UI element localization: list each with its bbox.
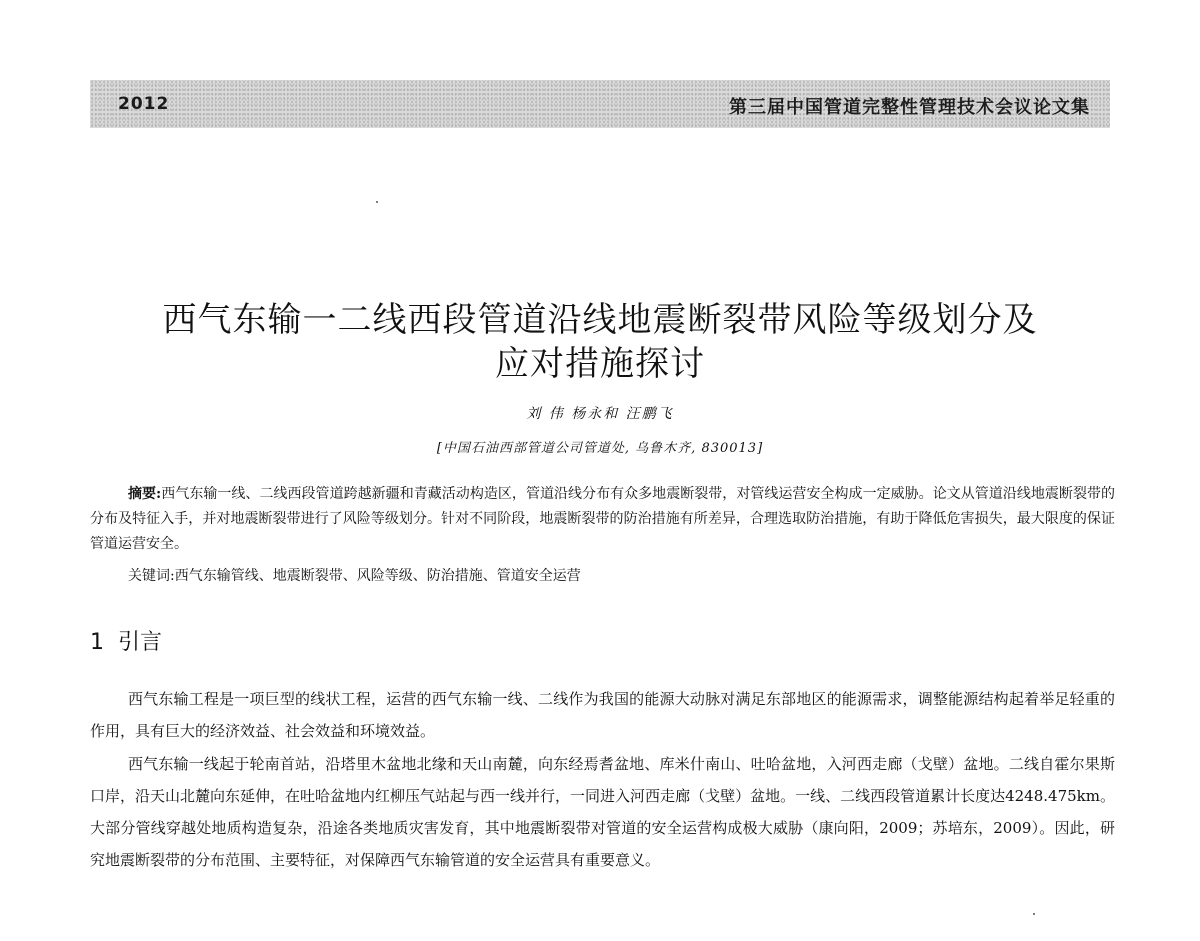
section-title: 引言 (118, 630, 163, 655)
section-number: 1 (90, 630, 104, 655)
section-heading-introduction (90, 625, 162, 656)
abstract-text: 西气东输一线、二线西段管道跨越新疆和青藏活动构造区，管道沿线分布有众多地震断裂带，对管线运营安全构成一定威胁。论文从管道沿线地震断裂带的分布及特征入手，并对地震断裂带进行了风险等级划分。针对不同阶段，地震断裂带的防治措施有所差异，合理选取防治措施，有助于降低危害损失，最大限度的保证管道运营安全。 (90, 486, 1116, 552)
keywords-label: 关键词: (128, 568, 175, 584)
running-header-year: 2012 (118, 94, 170, 114)
scan-speck (1033, 913, 1035, 915)
body-paragraph: 西气东输一线起于轮南首站，沿塔里木盆地北缘和天山南麓，向东经焉耆盆地、库米什南山、吐哈盆地，入河西走廊（戈壁）盆地。二线自霍尔果斯口岸，沿天山北麓向东延伸，在吐哈盆地内红柳压气站起与西一线并行，一同进入河西走廊（戈壁）盆地。一线、二线西段管道累计长度达4248.475km。大部分管线穿越处地质构造复杂，沿途各类地质灾害发育，其中地震断裂带对管道的安全运营构成极大威胁（康向阳，2009；苏培东，2009）。因此，研究地震断裂带的分布范围、主要特征，对保障西气东输管道的安全运营具有重要意义。 (90, 755, 1115, 869)
body-paragraph: 西气东输工程是一项巨型的线状工程，运营的西气东输一线、二线作为我国的能源大动脉对满足东部地区的能源需求，调整能源结构起着举足轻重的作用，具有巨大的经济效益、社会效益和环境效益。 (90, 690, 1115, 740)
paper-title-line-1: 西气东输一二线西段管道沿线地震断裂带风险等级划分及 (162, 300, 1038, 340)
scan-speck (376, 201, 378, 203)
abstract (90, 482, 1115, 557)
abstract-label: 摘要: (128, 486, 162, 502)
keywords (128, 565, 581, 585)
author-affiliation: [中国石油西部管道公司管道处, 乌鲁木齐, 830013] (436, 441, 764, 456)
paper-title-line-2: 应对措施探讨 (495, 344, 705, 384)
keywords-text: 西气东输管线、地震断裂带、风险等级、防治措施、管道安全运营 (174, 568, 581, 584)
running-header-conference: 第三届中国管道完整性管理技术会议论文集 (729, 97, 1090, 118)
author-list: 刘 伟 杨永和 汪鹏飞 (526, 406, 674, 422)
